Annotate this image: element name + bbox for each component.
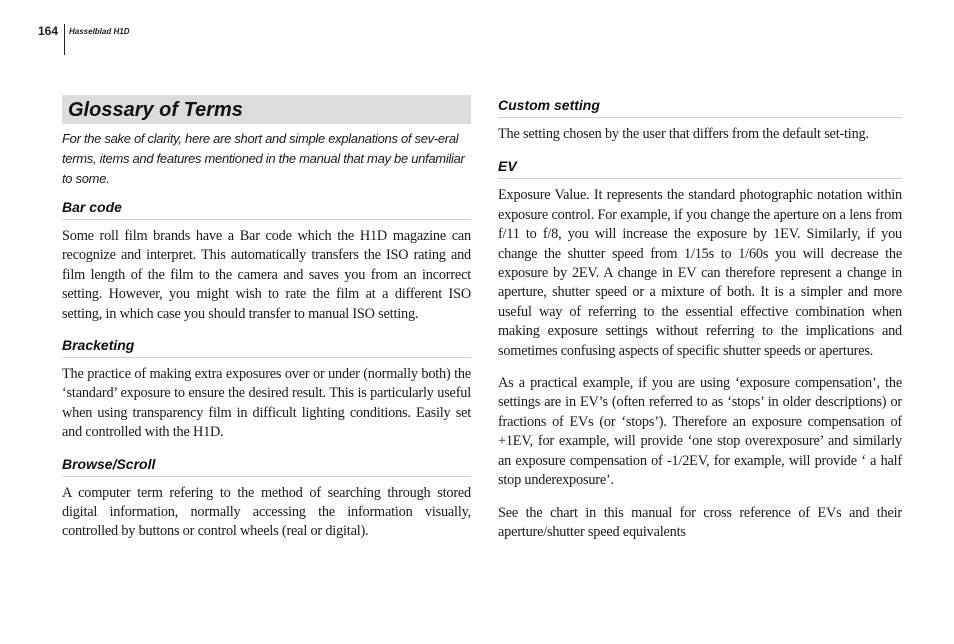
- term-heading-browse-scroll: Browse/Scroll: [62, 455, 471, 477]
- term-heading-ev: EV: [498, 157, 902, 179]
- header-divider: [64, 24, 65, 55]
- definition-bar-code: Some roll film brands have a Bar code which the H1D magazine can recognize and interpret. This automatically transfers the ISO rating and film length of the film to the camera and saves you from an incorrect setting. However, you might wish to rate the film at a different ISO setting, in which case you should transfer to manual ISO setting.: [62, 228, 471, 322]
- right-column: [498, 96, 902, 555]
- term-heading-custom-setting: Custom setting: [498, 96, 902, 118]
- page-number: 164: [38, 24, 59, 38]
- definition-ev-paragraph: Exposure Value. It represents the standard photographic notation within exposure control. For example, if you change the aperture on a lens from f/11 to f/8, you will increase the exposure by 1EV. Similarly, if you change the shutter speed from 1/15s to 1/60s you will decrease the exposure by 2EV. A change in EV can therefore represent a change in aperture, shutter speed or a mixture of both. It is a simpler and more useful way of referring to the essential effective combination when making exposure settings without referring to the implications and sometimes confusing aspects of specific shutter speeds or apertures.: [498, 187, 902, 359]
- page-title: Glossary of Terms: [62, 95, 471, 124]
- term-heading-bracketing: Bracketing: [62, 336, 471, 358]
- left-column: [62, 95, 471, 554]
- definition-ev-paragraph: As a practical example, if you are using ‘exposure compensation’, the settings are in EV’s (often referred to as ‘stops’ in older descriptions) or fractions of EVs (or ‘stops’). Therefore an exposure compensation of +1EV, for example, will provide ‘one stop overexposure’ and similarly an exposure compensation of -1/2EV, for example, will provide ‘ a half stop underexposure’.: [498, 375, 902, 489]
- definition-browse-scroll: A computer term refering to the method of searching through stored digital information, normally accessing the information visually, controlled by buttons or control wheels (real or digital).: [62, 484, 471, 540]
- term-heading-bar-code: Bar code: [62, 198, 471, 220]
- definition-ev-paragraph: See the chart in this manual for cross reference of EVs and their aperture/shutter speed equivalents: [498, 504, 902, 540]
- definition-custom-setting: The setting chosen by the user that differs from the default set-ting.: [498, 126, 869, 142]
- running-title: Hasselblad H1D: [69, 27, 130, 36]
- definition-bracketing: The practice of making extra exposures over or under (normally both) the ‘standard’ exposure to ensure the desired result. This is particularly useful when using transparency film in difficult lighting conditions. Easily set and controlled with the H1D.: [62, 366, 471, 441]
- intro-text: For the sake of clarity, here are short and simple explanations of sev-eral terms, items and features mentioned in the manual that may be unfamiliar to some.: [62, 131, 465, 186]
